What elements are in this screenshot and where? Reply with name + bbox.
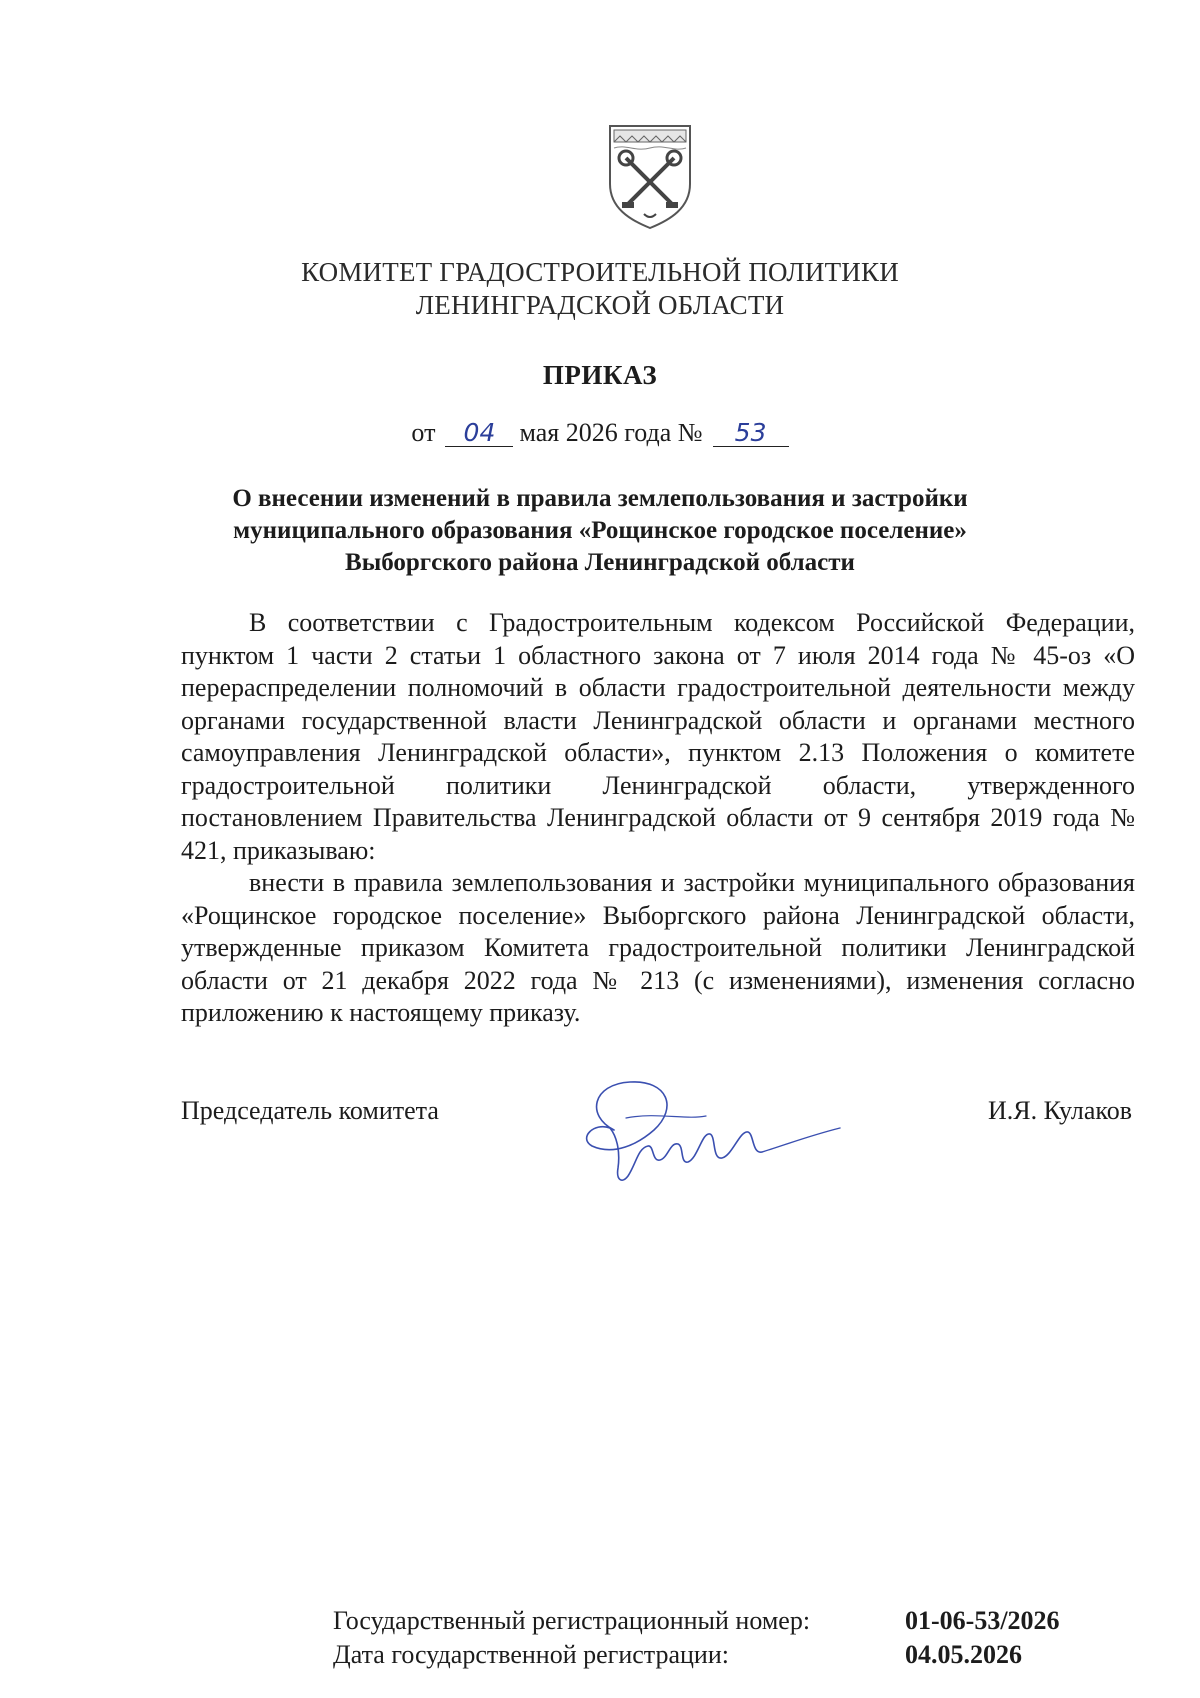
order-subject-line3: Выборгского района Ленинградской области bbox=[345, 549, 855, 576]
body-paragraph-basis: В соответствии с Градостроительным кодексом Российской Федерации, пунктом 1 части 2 статьи 1 областного закона от 7 июля 2014 года № 45-оз «О перераспределении полномочий в области градостроительной деятельности между органами государственной власти Ленинградской области и органами местного самоуправления Ленинградской области», пунктом 2.13 Положения о комитете градостроительной политики Ленинградской области, утвержденного постановлением Правительства Ленинградской области от 9 сентября 2019 года № 421, приказываю: bbox=[181, 608, 1135, 865]
organization-name-line1: КОМИТЕТ ГРАДОСТРОИТЕЛЬНОЙ ПОЛИТИКИ bbox=[301, 257, 899, 287]
registration-date-value: 04.05.2026 bbox=[905, 1640, 1022, 1669]
order-body bbox=[181, 607, 1135, 1030]
signatory-title: Председатель комитета bbox=[181, 1096, 439, 1125]
order-subject-line2: муниципального образования «Рощинское городское поселение» bbox=[233, 517, 967, 544]
body-paragraph-order: внести в правила землепользования и застройки муниципального образования «Рощинское городское поселение» Выборгского района Ленинградской области, утвержденные приказом Комитета градостроительной политики Ленинградской области от 21 декабря 2022 года № 213 (с изменениями), изменения согласно приложению к настоящему приказу. bbox=[181, 868, 1135, 1027]
registration-number-row bbox=[333, 1604, 1060, 1638]
coat-of-arms-icon bbox=[604, 122, 696, 232]
handwritten-signature-icon bbox=[556, 1072, 846, 1192]
registration-number-value: 01-06-53/2026 bbox=[905, 1606, 1060, 1635]
handwritten-day: 04 bbox=[445, 420, 513, 447]
registration-date-row bbox=[333, 1638, 1060, 1672]
organization-name-line2: ЛЕНИНГРАДСКОЙ ОБЛАСТИ bbox=[415, 290, 785, 320]
organization-name bbox=[0, 256, 1200, 322]
registration-number-label: Государственный регистрационный номер: bbox=[333, 1606, 811, 1635]
registration-block bbox=[333, 1604, 1060, 1672]
date-prefix: от bbox=[411, 418, 436, 447]
order-subject-line1: О внесении изменений в правила землепользования и застройки bbox=[232, 485, 968, 512]
order-subject bbox=[160, 483, 1040, 579]
handwritten-order-number: 53 bbox=[713, 420, 789, 447]
registration-date-label: Дата государственной регистрации: bbox=[333, 1640, 729, 1669]
date-number-line bbox=[0, 418, 1200, 448]
date-month-year: мая 2026 года № bbox=[519, 418, 703, 447]
document-type-title: ПРИКАЗ bbox=[542, 360, 658, 390]
signatory-name: И.Я. Кулаков bbox=[988, 1096, 1132, 1125]
